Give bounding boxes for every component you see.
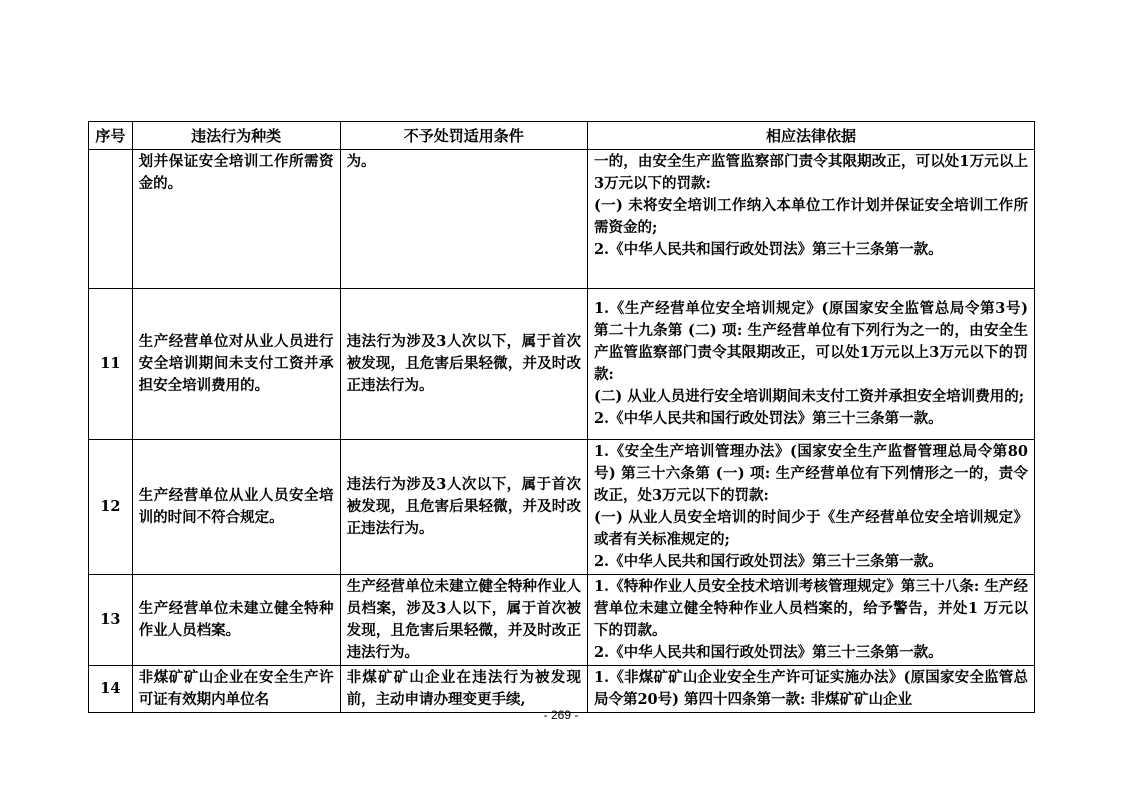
header-seq: 序号 <box>89 122 133 150</box>
table-row <box>89 150 1035 289</box>
row-violation-type: 生产经营单位对从业人员进行安全培训期间未支付工资并承担安全培训费用的。 <box>132 289 340 440</box>
row-legal-basis <box>587 150 1034 289</box>
legal-basis-line: 2.《中华人民共和国行政处罚法》第三十三条第一款。 <box>593 644 943 661</box>
legal-basis-line: 1.《生产经营单位安全培训规定》(原国家安全监管总局令第3号) 第二十九条第 (二) 项: 生产经营单位有下列行为之一的，由安全生产监管监察部门责令其限期改正，可以处1万元以上3万元以下的罚款: <box>593 300 1028 383</box>
row-legal-basis <box>587 666 1034 713</box>
legal-basis-line: (二) 从业人员进行安全培训期间未支付工资并承担安全培训费用的; <box>593 388 1025 405</box>
row-seq <box>89 150 133 289</box>
legal-basis-line: 1.《非煤矿矿山企业安全生产许可证实施办法》(原国家安全监管总局令第20号) 第四十四条第一款: 非煤矿矿山企业 <box>593 669 1028 708</box>
row-legal-basis <box>587 575 1034 666</box>
row-violation-type: 生产经营单位未建立健全特种作业人员档案。 <box>132 575 340 666</box>
legal-basis-line: 1.《特种作业人员安全技术培训考核管理规定》第三十八条: 生产经营单位未建立健全特种作业人员档案的，给予警告，并处1 万元以下的罚款。 <box>593 578 1028 639</box>
legal-basis-line: 2.《中华人民共和国行政处罚法》第三十三条第一款。 <box>593 241 943 258</box>
legal-basis-line: (一) 未将安全培训工作纳入本单位工作计划并保证安全培训工作所需资金的; <box>593 197 1028 236</box>
row-exemption-condition: 为。 <box>340 150 587 289</box>
table-header-row <box>89 122 1035 150</box>
table-row <box>89 666 1035 713</box>
row-exemption-condition: 违法行为涉及3人次以下，属于首次被发现，且危害后果轻微，并及时改正违法行为。 <box>340 440 587 575</box>
legal-basis-line: 1.《安全生产培训管理办法》(国家安全生产监督管理总局令第80号) 第三十六条第 (一) 项: 生产经营单位有下列情形之一的，责令改正，处3万元以下的罚款: <box>593 443 1028 504</box>
row-legal-basis <box>587 289 1034 440</box>
table-row <box>89 440 1035 575</box>
row-seq: 14 <box>89 666 133 713</box>
header-legal-basis: 相应法律依据 <box>587 122 1034 150</box>
row-exemption-condition: 违法行为涉及3人次以下，属于首次被发现，且危害后果轻微，并及时改正违法行为。 <box>340 289 587 440</box>
row-violation-type: 非煤矿矿山企业在安全生产许可证有效期内单位名 <box>132 666 340 713</box>
page-number: - 269 - <box>543 708 579 722</box>
row-seq: 12 <box>89 440 133 575</box>
row-seq: 13 <box>89 575 133 666</box>
row-violation-type: 划并保证安全培训工作所需资金的。 <box>132 150 340 289</box>
row-exemption-condition: 生产经营单位未建立健全特种作业人员档案，涉及3人以下，属于首次被发现，且危害后果轻微，并及时改正违法行为。 <box>340 575 587 666</box>
row-exemption-condition: 非煤矿矿山企业在违法行为被发现前，主动申请办理变更手续, <box>340 666 587 713</box>
legal-basis-line: 2.《中华人民共和国行政处罚法》第三十三条第一款。 <box>593 553 943 570</box>
legal-basis-line: (一) 从业人员安全培训的时间少于《生产经营单位安全培训规定》或者有关标准规定的; <box>593 509 1028 548</box>
legal-basis-line: 一的，由安全生产监管监察部门责令其限期改正，可以处1万元以上3万元以下的罚款: <box>593 153 1028 192</box>
row-seq: 11 <box>89 289 133 440</box>
row-legal-basis <box>587 440 1034 575</box>
legal-basis-line: 2.《中华人民共和国行政处罚法》第三十三条第一款。 <box>593 410 943 427</box>
row-violation-type: 生产经营单位从业人员安全培训的时间不符合规定。 <box>132 440 340 575</box>
table-row <box>89 289 1035 440</box>
table-row <box>89 575 1035 666</box>
header-violation-type: 违法行为种类 <box>132 122 340 150</box>
regulation-table <box>88 121 1035 713</box>
header-exemption-condition: 不予处罚适用条件 <box>340 122 587 150</box>
